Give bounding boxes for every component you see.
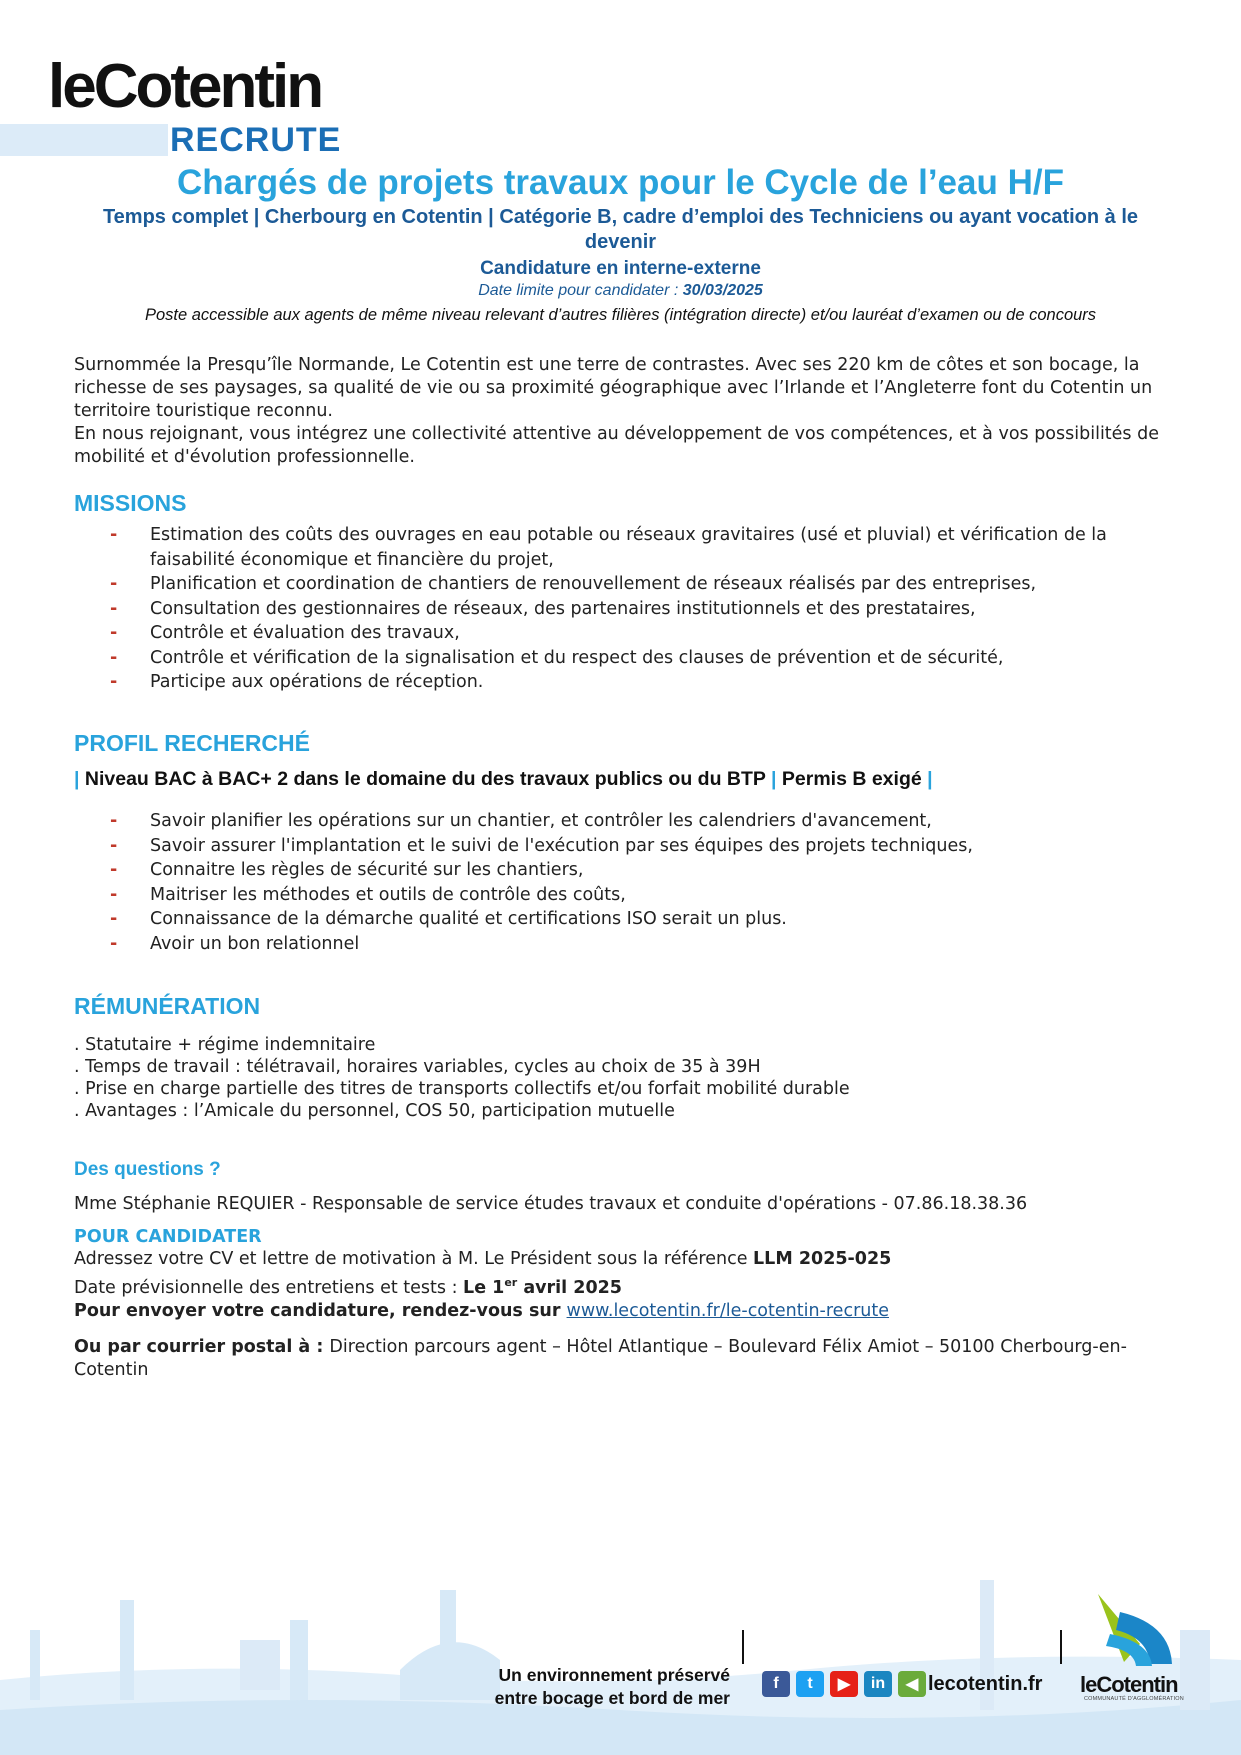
profile-title: PROFIL RECHERCHÉ: [74, 730, 310, 756]
apply-block: [74, 1248, 1194, 1323]
access-note: Poste accessible aux agents de même niveau relevant d’autres filières (intégration directe) et/ou lauréat d’examen ou de concours: [144, 306, 1097, 324]
interview-date: Le 1er avril 2025: [463, 1276, 622, 1298]
list-item: . Prise en charge partielle des titres de transports collectifs et/ou forfait mobilité durable: [74, 1079, 850, 1099]
linkedin-icon[interactable]: in: [864, 1671, 892, 1697]
intro: [74, 354, 1204, 469]
list-item: - Participe aux opérations de réception.: [74, 670, 1184, 695]
footer-logo-text: leCotentin: [1080, 1672, 1178, 1697]
deadline: [60, 281, 1181, 301]
list-item: - Maitriser les méthodes et outils de contrôle des coûts,: [74, 883, 1184, 908]
list-item: - Connaitre les règles de sécurité sur les chantiers,: [74, 858, 1184, 883]
logo-wordmark: leCotentin: [48, 52, 322, 121]
apply-line: Date prévisionnelle des entretiens et tests : Le 1er avril 2025: [74, 1276, 622, 1298]
recruit-link[interactable]: www.lecotentin.fr/le-cotentin-recrute: [566, 1300, 889, 1321]
social-icons: [762, 1671, 926, 1697]
reference-code: LLM 2025-025: [753, 1249, 892, 1269]
job-title: Chargés de projets travaux pour le Cycle de l’eau H/F: [177, 163, 1064, 202]
list-item: - Savoir planifier les opérations sur un chantier, et contrôler les calendriers d'avancement,: [74, 809, 1184, 834]
remuneration-title: RÉMUNÉRATION: [74, 993, 261, 1019]
candidature-type: Candidature en interne-externe: [480, 258, 761, 279]
list-item: . Avantages : l’Amicale du personnel, COS 50, participation mutuelle: [74, 1101, 675, 1121]
list-item: . Statutaire + régime indemnitaire: [74, 1035, 376, 1055]
missions-title: MISSIONS: [74, 490, 187, 516]
footer-landscape-illustration: [0, 1560, 1241, 1755]
profile-list: [74, 809, 1184, 956]
twitter-icon[interactable]: t: [796, 1671, 824, 1697]
dash-bullet: -: [110, 811, 118, 831]
dash-bullet: -: [110, 672, 118, 692]
dash-bullet: -: [110, 647, 118, 668]
dash-bullet: -: [110, 909, 118, 929]
divider: [1060, 1630, 1062, 1664]
list-item: - Avoir un bon relationnel: [74, 932, 1184, 957]
contact-line: Mme Stéphanie REQUIER - Responsable de service études travaux et conduite d'opérations - 07.86.18.38.36: [74, 1194, 1028, 1214]
postal-address: Ou par courrier postal à : Direction parcours agent – Hôtel Atlantique – Boulevard Félix Amiot – 50100 Cherbourg-en-Cotentin: [74, 1337, 1127, 1380]
requirement-license: Permis B exigé: [781, 768, 922, 790]
list-item: - Contrôle et évaluation des travaux,: [74, 621, 1184, 646]
dash-bullet: -: [110, 525, 118, 545]
list-item: - Savoir assurer l'implantation et le suivi de l'exécution par ses équipes des projets techniques,: [74, 834, 1184, 859]
list-item: - Contrôle et vérification de la signalisation et du respect des clauses de prévention et de sécurité,: [74, 646, 1184, 671]
divider: [742, 1630, 744, 1664]
dash-bullet: -: [110, 933, 118, 954]
footer-logo-sub: COMMUNAUTÉ D'AGGLOMÉRATION: [1084, 1696, 1184, 1702]
dash-bullet: -: [110, 860, 118, 880]
dash-bullet: -: [110, 598, 118, 619]
logo-band: [0, 124, 168, 156]
dash-bullet: -: [110, 884, 118, 905]
apply-line: Adressez votre CV et lettre de motivation à M. Le Président sous la référence LLM 2025-025: [74, 1249, 892, 1269]
intro-paragraph: Surnommée la Presqu’île Normande, Le Cotentin est une terre de contrastes. Avec ses 220 km de côtes et son bocage, la richesse de ses paysages, sa qualité de vie ou sa proximité géographique avec l’Irlande et l’Angleterre font du Cotentin un territoire touristique reconnu.: [74, 355, 1153, 421]
deadline-label: Date limite pour candidater :: [478, 282, 683, 299]
remuneration-list: [74, 1034, 850, 1122]
dash-bullet: -: [110, 623, 118, 643]
dash-bullet: -: [110, 835, 118, 856]
intro-paragraph: En nous rejoignant, vous intégrez une collectivité attentive au développement de vos compétences, et à vos possibilités de mobilité et d'évolution professionnelle.: [74, 424, 1159, 467]
facebook-icon[interactable]: f: [762, 1671, 790, 1697]
deadline-date: 30/03/2025: [682, 282, 763, 299]
list-item: - Connaissance de la démarche qualité et certifications ISO serait un plus.: [74, 907, 1184, 932]
list-item: . Temps de travail : télétravail, horaires variables, cycles au choix de 35 à 39H: [74, 1057, 761, 1077]
apply-line: Pour envoyer votre candidature, rendez-vous sur www.lecotentin.fr/le-cotentin-recrute: [74, 1300, 889, 1321]
dash-bullet: -: [110, 574, 118, 594]
list-item: - Estimation des coûts des ouvrages en eau potable ou réseaux gravitaires (usé et pluvial) et vérification de la faisabilité économique et financière du projet,: [110, 525, 1107, 570]
youtube-icon[interactable]: ▶: [830, 1671, 858, 1697]
questions-title: Des questions ?: [74, 1159, 221, 1180]
list-item: - Planification et coordination de chantiers de renouvellement de réseaux réalisés par des entreprises,: [74, 572, 1184, 597]
job-subtitle: Temps complet | Cherbourg en Cotentin | Catégorie B, cadre d’emploi des Techniciens ou ayant vocation à le devenir: [102, 206, 1139, 253]
requirement-education: Niveau BAC à BAC+ 2 dans le domaine du des travaux publics ou du BTP: [84, 768, 766, 790]
missions-list: [74, 523, 1184, 695]
list-item: - Consultation des gestionnaires de réseaux, des partenaires institutionnels et des prestataires,: [74, 597, 1184, 622]
site-url[interactable]: lecotentin.fr: [928, 1673, 1043, 1695]
apply-title: POUR CANDIDATER: [74, 1227, 262, 1247]
logo-recrute: RECRUTE: [170, 121, 342, 159]
footer-tagline: Un environnement préservé entre bocage et bord de mer: [494, 1665, 730, 1708]
profile-requirements: | Niveau BAC à BAC+ 2 dans le domaine du des travaux publics ou du BTP | Permis B exigé |: [74, 768, 933, 790]
share-icon[interactable]: ◀: [898, 1671, 926, 1697]
